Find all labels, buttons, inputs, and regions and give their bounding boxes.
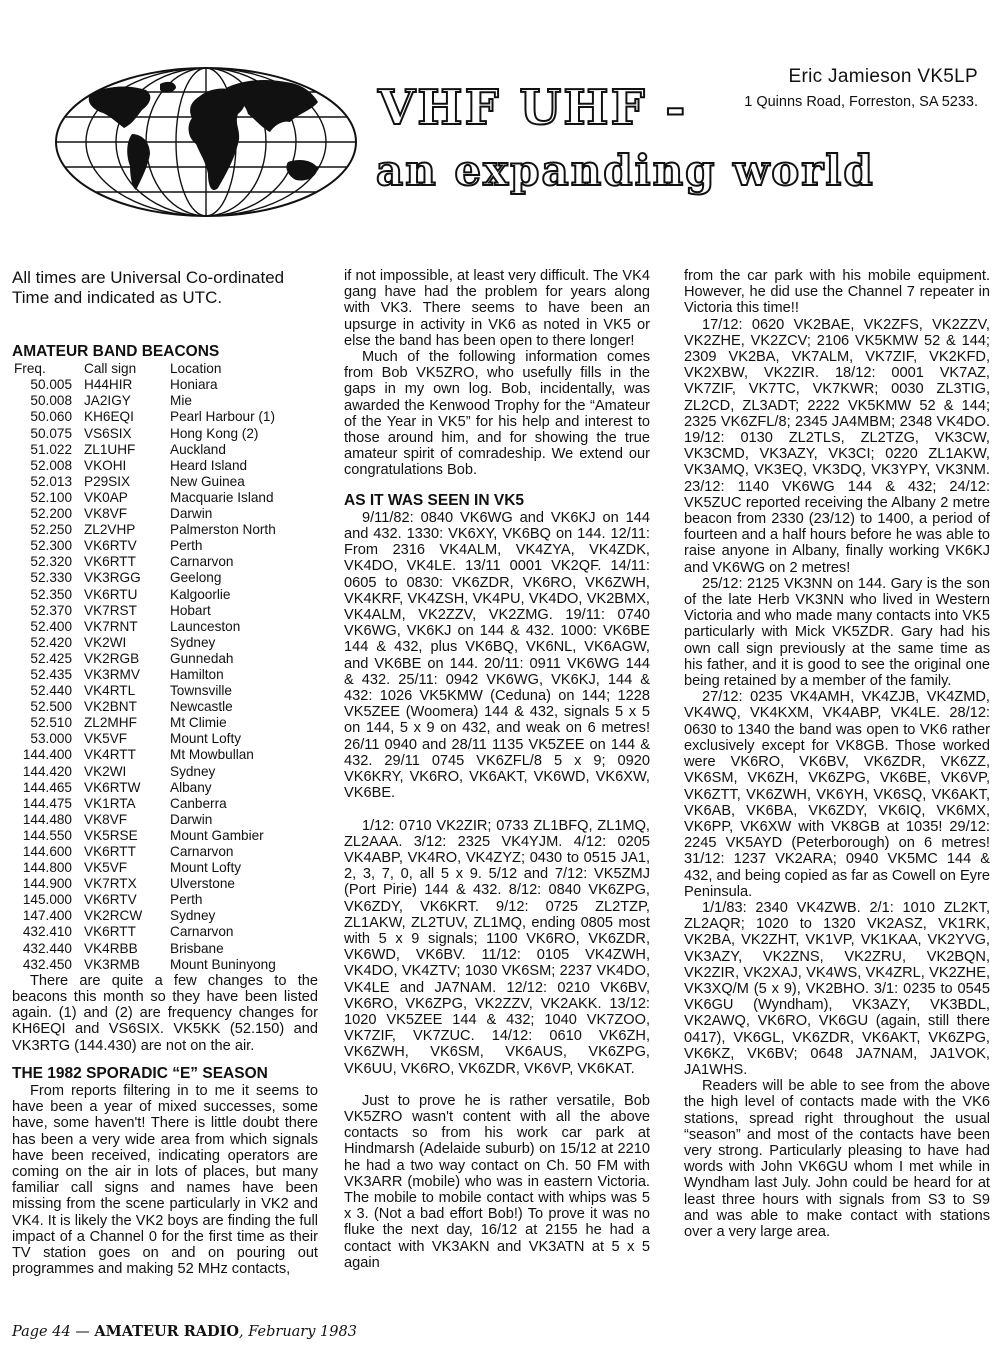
beacon-location: Newcastle xyxy=(170,699,233,715)
beacon-call-sign: P29SIX xyxy=(84,473,131,489)
beacon-frequency: 144.600 xyxy=(22,844,72,860)
table-row xyxy=(12,442,318,458)
beacon-call-sign: VK4RBB xyxy=(84,940,138,956)
beacon-frequency: 52.330 xyxy=(30,570,72,586)
beacon-location: Mount Gambier xyxy=(170,827,264,843)
beacon-location: Carnarvon xyxy=(170,844,234,860)
beacon-location: Perth xyxy=(170,538,203,554)
table-row xyxy=(12,490,318,506)
beacon-call-sign: VK1RTA xyxy=(84,795,136,811)
table-row xyxy=(12,522,318,538)
footer-page: Page 44 — xyxy=(12,1324,95,1340)
beacon-call-sign: VK6RTU xyxy=(84,586,138,602)
beacon-call-sign: VK4RTL xyxy=(84,683,136,699)
table-row xyxy=(12,828,318,844)
col3-paragraph-5: 1/1/83: 2340 VK4ZWB. 2/1: 1010 ZL2KT, ZL2AQR; 1020 to 1320 VK2ASZ, VK1RK, VK2BA, VK2ZHT, VK1VP, VK1KAA, VK2YVG, VK3AZY, VK2ZNS, VK2ZRU, VK2BQN, VK2ZIR, VK2XAJ, VK4WS, VK4ZRL, VK2ZHE, VK3XQ/M (5 x 9), VK2BHO. 3/1: 0235 to 0545 VK6GU (Wyndham), VK3AZY, VK3BDL, VK2AWQ, VK6RO, VK6GU (again, still there 0417), VK6GL, VK6ZDR, VK6AKT, VK6ZPG, VK6KZ, VK6BV; 0648 JA7NAM, JA1VOK, JA1WHS. xyxy=(684,899,990,1078)
beacon-call-sign: KH6EQI xyxy=(84,409,134,425)
beacon-location: Sydney xyxy=(170,908,216,924)
beacon-call-sign: VK6RTW xyxy=(84,779,141,795)
table-row xyxy=(12,780,318,796)
beacon-frequency: 144.800 xyxy=(22,860,72,876)
beacons-note: There are quite a few changes to the beacons this month so they have been listed again. (1) and (2) are frequency changes for KH6EQI and VS6SIX. VK5KK (52.150) and VK3RTG (144.430) are not on the air. xyxy=(12,972,318,1054)
paragraph-gap xyxy=(344,1077,650,1093)
intro-text: All times are Universal Co-ordinated Time and indicated as UTC. xyxy=(12,268,285,307)
beacon-call-sign: VK8VF xyxy=(84,506,128,522)
table-row xyxy=(12,683,318,699)
beacon-call-sign: VK5VF xyxy=(84,860,128,876)
beacon-frequency: 144.900 xyxy=(22,876,72,892)
beacon-frequency: 52.440 xyxy=(30,683,72,699)
author-name: Eric Jamieson VK5LP xyxy=(788,66,978,87)
col2-paragraph-3: 9/11/82: 0840 VK6WG and VK6KJ on 144 and 432. 1330: VK6XY, VK6BQ on 144. 12/11: From 2316 VK4ALM, VK4ZYA, VK4ZDK, VK4DO, VK4LE. 13/11 0001 VK2QF. 14/11: 0605 to 0830: VK6ZDR, VK6RO, VK6ZWH, VK4KRF, VK4ZSH, VK4PU, VK4DO, VK2BMX, VK4ALM, VK2ZZV, VK2ZMG. 19/11: 0740 VK6WG, VK6KJ on 144 & 432. 1000: VK6BE 144 & 432, plus VK6BQ, VK6NL, VK6AGW, and VK6BE on 144. 20/11: 0911 VK6WG 144 & 432. 25/11: 0942 VK6WG, VK6KJ, 144 & 432: 1026 VK5KMW (Ceduna) on 144; 1228 VK5ZEE (Woomera) 144 & 432, signals 5 x 5 on 144, 5 x 9 on 432, and weak on 6 metres! 26/11 0940 and 28/11 1135 VK5ZEE on 144 & 432. 29/11 0745 VK6ZFL/8 5 x 9; 0920 VK6KRY, VK6RO, VK6AKT, VK6WD, VK6XW, VK6BE. xyxy=(344,509,650,802)
beacon-location: Auckland xyxy=(170,441,226,457)
beacon-call-sign: VK3RMV xyxy=(84,666,140,682)
beacon-call-sign: VK7RST xyxy=(84,602,137,618)
table-row xyxy=(12,764,318,780)
beacon-location: Sydney xyxy=(170,763,216,779)
column-header-location: Location xyxy=(170,361,222,377)
beacons-table xyxy=(12,361,318,973)
col2-paragraph-4: 1/12: 0710 VK2ZIR; 0733 ZL1BFQ, ZL1MQ, ZL2AAA. 3/12: 2325 VK4YJM. 4/12: 0205 VK4ABP, VK4RO, VK4ZYZ; 0430 to 0515 JA1, 2, 3, 7, 0, all 5 x 9. 5/12 and 7/12: VK5ZMJ (Port Pirie) 144 & 432. 8/12: 0840 VK6ZPG, VK6ZDY, VK6KRT. 9/12: 0725 ZL2TZP, ZL1AKW, ZL2TUV, ZL1MQ, ending 0805 most with 5 x 9 signals; 1100 VK6RO, VK6ZDR, VK6WD, VK6BV. 11/12: 0105 VK4ZWH, VK4DO, VK4ZTV; 1030 VK6SM; 2237 VK4DO, VK4LE and JA7NAM. 12/12: 0210 VK6BV, VK6RO, VK6ZPG, VK2ZZV, VK2AKK. 13/12: 1020 VK5ZEE 144 & 432; 1040 VK7ZOO, VK7ZIF, VK7ZUC. 14/12: 0610 VK6ZH, VK6ZWH, VK6SM, VK6AUS, VK6ZPG, VK6UU, VK6RO, VK6ZDR, VK6VP, VK6KAT. xyxy=(344,817,650,1077)
beacon-location: Mount Buninyong xyxy=(170,956,276,972)
beacon-frequency: 50.008 xyxy=(30,393,72,409)
beacon-frequency: 52.420 xyxy=(30,634,72,650)
table-row xyxy=(12,957,318,973)
beacon-location: Perth xyxy=(170,892,203,908)
beacon-frequency: 52.320 xyxy=(30,554,72,570)
beacon-frequency: 52.250 xyxy=(30,522,72,538)
sporadic-paragraph: From reports filtering in to me it seems to have been a year of mixed successes, some have, some haven't! There is little doubt there has been a very wide area from which signals have been received, indicating operators are coming on the air in lots of places, but many familiar call signs and names have been missing from the scene particularly in VK2 and VK4. It is likely the VK2 boys are finding the full impact of a Channel 0 for the first time as their TV station goes on and on pouring out programmes and making 52 MHz contacts, xyxy=(12,1082,318,1278)
beacon-frequency: 50.060 xyxy=(30,409,72,425)
beacon-location: Carnarvon xyxy=(170,924,234,940)
table-row xyxy=(12,796,318,812)
title-line-2: an expanding world xyxy=(376,146,875,195)
column-2 xyxy=(344,268,650,1271)
beacon-call-sign: VK7RTX xyxy=(84,876,137,892)
beacon-call-sign: ZL2MHF xyxy=(84,715,137,731)
beacon-call-sign: ZL2VHP xyxy=(84,522,136,538)
beacon-frequency: 53.000 xyxy=(30,731,72,747)
beacon-call-sign: VK2BNT xyxy=(84,699,137,715)
beacon-frequency: 52.200 xyxy=(30,506,72,522)
beacon-location: Kalgoorlie xyxy=(170,586,231,602)
table-row xyxy=(12,908,318,924)
beacon-frequency: 52.425 xyxy=(30,650,72,666)
beacon-frequency: 144.480 xyxy=(22,811,72,827)
beacon-location: Mie xyxy=(170,393,192,409)
table-row xyxy=(12,924,318,940)
beacon-location: Palmerston North xyxy=(170,522,276,538)
col3-paragraph-1: from the car park with his mobile equipment. However, he did use the Channel 7 repeater in Victoria this time!! xyxy=(684,268,990,317)
table-row xyxy=(12,667,318,683)
beacon-frequency: 144.550 xyxy=(22,827,72,843)
col3-paragraph-6: Readers will be able to see from the above the high level of contacts made with the VK6 stations, spread right throughout the usual “season” and most of the contacts have been very strong. Particularly pleasing to have had words with John VK6GU whom I met while in Wyndham last July. John could be heard for at least three hours with signals from S3 to S9 and was able to make contact with stations over a very large area. xyxy=(684,1078,990,1240)
beacon-frequency: 144.420 xyxy=(22,763,72,779)
beacon-frequency: 52.013 xyxy=(30,473,72,489)
beacon-frequency: 432.440 xyxy=(22,940,72,956)
table-row xyxy=(12,393,318,409)
table-row xyxy=(12,506,318,522)
col2-paragraph-5: Just to prove he is rather versatile, Bob VK5ZRO wasn't content with all the above contacts so from his work car park at Hindmarsh (Adelaide suburb) on 15/12 at 2210 he had a two way contact on Ch. 50 FM with VK3ARR (mobile) who was in eastern Victoria. The mobile to mobile contact with whips was 5 x 3. (Not a bad effort Bob!) To prove it was no fluke the next day, 16/12 at 2155 he had a contact with VK3AKN and VK3ATN at 5 x 5 again xyxy=(344,1092,650,1271)
beacons-table-header xyxy=(12,361,318,377)
beacon-frequency: 147.400 xyxy=(22,908,72,924)
table-row xyxy=(12,731,318,747)
world-map-globe-icon xyxy=(50,62,362,222)
author-block xyxy=(744,66,978,110)
beacon-frequency: 52.008 xyxy=(30,457,72,473)
table-row xyxy=(12,474,318,490)
beacon-call-sign: VK2WI xyxy=(84,763,127,779)
beacon-call-sign: VK6RTT xyxy=(84,844,136,860)
beacon-call-sign: VS6SIX xyxy=(84,425,132,441)
beacon-location: Gunnedah xyxy=(170,650,234,666)
column-header-call-sign: Call sign xyxy=(84,361,137,377)
col3-paragraph-3: 25/12: 2125 VK3NN on 144. Gary is the son of the late Herb VK3NN who lived in Western Victoria and who made many contacts into VK5 particularly with Mick VK5ZDR. Gary had his own call sign previously at the same time as his father, and it is good to see the original one being retained by a member of the family. xyxy=(684,575,990,690)
footer-issue: , February 1983 xyxy=(239,1324,357,1340)
beacon-call-sign: VK5RSE xyxy=(84,827,138,843)
beacon-frequency: 52.370 xyxy=(30,602,72,618)
page-header xyxy=(0,0,1000,250)
paragraph-gap xyxy=(344,802,650,818)
table-row xyxy=(12,892,318,908)
beacon-location: Sydney xyxy=(170,634,216,650)
beacon-call-sign: VK2RGB xyxy=(84,650,140,666)
beacon-location: Mount Lofty xyxy=(170,860,242,876)
table-row xyxy=(12,747,318,763)
beacon-location: Honiara xyxy=(170,377,218,393)
beacon-call-sign: JA2IGY xyxy=(84,393,131,409)
beacons-heading: AMATEUR BAND BEACONS xyxy=(12,343,220,360)
beacon-frequency: 432.410 xyxy=(22,924,72,940)
table-row xyxy=(12,587,318,603)
page-footer xyxy=(12,1323,357,1340)
beacon-location: Mount Lofty xyxy=(170,731,242,747)
beacon-frequency: 144.475 xyxy=(22,795,72,811)
table-row xyxy=(12,377,318,393)
beacon-location: Mt Mowbullan xyxy=(170,747,254,763)
author-address: 1 Quinns Road, Forreston, SA 5233. xyxy=(744,94,978,110)
table-row xyxy=(12,699,318,715)
beacon-frequency: 52.400 xyxy=(30,618,72,634)
beacon-location: Townsville xyxy=(170,683,232,699)
table-row xyxy=(12,619,318,635)
table-row xyxy=(12,860,318,876)
beacon-location: Carnarvon xyxy=(170,554,234,570)
title-line-1: VHF UHF - xyxy=(378,80,688,136)
beacon-call-sign: ZL1UHF xyxy=(84,441,136,457)
table-row xyxy=(12,812,318,828)
beacon-location: Geelong xyxy=(170,570,222,586)
beacon-location: Canberra xyxy=(170,795,227,811)
beacon-call-sign: VK6RTV xyxy=(84,892,137,908)
beacon-location: Ulverstone xyxy=(170,876,235,892)
beacon-location: New Guinea xyxy=(170,473,245,489)
beacon-call-sign: VK5VF xyxy=(84,731,128,747)
col2-paragraph-2: Much of the following information comes from Bob VK5ZRO, who usefully fills in the gaps in my own log. Bob, incidentally, was awarded the Kenwood Trophy for the “Amateur of the Year in VK5” for his help and interest to those around him, and for showing the true amateur spirit of comradeship. We extend our congratulations Bob. xyxy=(344,349,650,479)
beacon-location: Brisbane xyxy=(170,940,224,956)
sporadic-heading: THE 1982 SPORADIC “E” SEASON xyxy=(12,1064,268,1082)
table-row xyxy=(12,570,318,586)
table-row xyxy=(12,635,318,651)
column-1 xyxy=(12,268,318,1277)
table-row xyxy=(12,554,318,570)
beacon-call-sign: VK6RTV xyxy=(84,538,137,554)
beacon-frequency: 50.005 xyxy=(30,377,72,393)
beacon-call-sign: VK6RTT xyxy=(84,554,136,570)
beacon-location: Pearl Harbour (1) xyxy=(170,409,276,425)
beacon-frequency: 52.500 xyxy=(30,699,72,715)
beacon-location: Darwin xyxy=(170,811,213,827)
column-3 xyxy=(684,268,990,1240)
beacon-location: Hamilton xyxy=(170,666,224,682)
beacon-location: Macquarie Island xyxy=(170,489,274,505)
beacon-call-sign: VK2RCW xyxy=(84,908,143,924)
table-row xyxy=(12,409,318,425)
beacon-frequency: 145.000 xyxy=(22,892,72,908)
table-row xyxy=(12,538,318,554)
beacon-location: Hong Kong (2) xyxy=(170,425,259,441)
column-header-freq: Freq. xyxy=(14,361,46,377)
table-row xyxy=(12,715,318,731)
beacon-call-sign: VK3RGG xyxy=(84,570,141,586)
table-row xyxy=(12,941,318,957)
beacon-location: Heard Island xyxy=(170,457,248,473)
beacon-location: Launceston xyxy=(170,618,241,634)
beacon-location: Hobart xyxy=(170,602,211,618)
col2-paragraph-1: if not impossible, at least very difficult. The VK4 gang have had the problem for years along with VK3. There seems to have been an upsurge in activity in VK6 as noted in VK5 or else the band has been open to there longer! xyxy=(344,268,650,349)
table-row xyxy=(12,651,318,667)
beacons-table-body xyxy=(12,377,318,972)
beacon-call-sign: VK8VF xyxy=(84,811,128,827)
table-row xyxy=(12,458,318,474)
beacon-call-sign: VK0AP xyxy=(84,489,128,505)
beacon-frequency: 52.300 xyxy=(30,538,72,554)
beacon-frequency: 51.022 xyxy=(30,441,72,457)
beacon-call-sign: VK7RNT xyxy=(84,618,138,634)
beacon-frequency: 144.465 xyxy=(22,779,72,795)
beacon-frequency: 52.435 xyxy=(30,666,72,682)
beacon-call-sign: VKOHI xyxy=(84,457,127,473)
beacon-frequency: 144.400 xyxy=(22,747,72,763)
beacon-location: Albany xyxy=(170,779,212,795)
table-row xyxy=(12,603,318,619)
beacon-location: Darwin xyxy=(170,506,213,522)
col3-paragraph-2: 17/12: 0620 VK2BAE, VK2ZFS, VK2ZZV, VK2ZHE, VK2ZCV; 2106 VK5KMW 52 & 144; 2309 VK2BA, VK7ALM, VK7ZIF, VK2KFD, VK2XBW, VK2ZIR. 18/12: 0001 VK7AZ, VK7ZIF, VK7TC, VK7KWR; 0030 ZL3TIG, ZL2CD, ZL3ADT; 2222 VK5KMW 52 & 144; 2325 VK6ZFL/8; 2345 JA4MBM; 2348 VK4DO. 19/12: 0130 ZL2TLS, ZL2TZG, VK3CW, VK3CMD, VK3AZY, VK3CI; 0220 ZL1AKW, VK3AMQ, VK3EQ, VK3DQ, VK3YPY, VK3NM. 23/12: 1140 VK6WG 144 & 432; 24/12: VK5ZUC reported receiving the Albany 2 metre beacon from 2330 (23/12) to 1400, a period of fourteen and a half hours before he was able to raise anyone in Albany, finally working VK6KJ and VK6WG on 2 metres! xyxy=(684,316,990,576)
beacon-frequency: 52.350 xyxy=(30,586,72,602)
table-row xyxy=(12,426,318,442)
footer-magazine: AMATEUR RADIO xyxy=(94,1323,240,1340)
beacon-frequency: 52.510 xyxy=(30,715,72,731)
beacon-call-sign: VK2WI xyxy=(84,634,127,650)
beacon-call-sign: VK3RMB xyxy=(84,956,140,972)
table-row xyxy=(12,876,318,892)
beacon-frequency: 432.450 xyxy=(22,956,72,972)
beacon-frequency: 52.100 xyxy=(30,489,72,505)
vk5-heading: AS IT WAS SEEN IN VK5 xyxy=(344,491,525,509)
beacon-call-sign: VK6RTT xyxy=(84,924,136,940)
beacon-call-sign: H44HIR xyxy=(84,377,133,393)
table-row xyxy=(12,844,318,860)
beacon-call-sign: VK4RTT xyxy=(84,747,136,763)
col3-paragraph-4: 27/12: 0235 VK4AMH, VK4ZJB, VK4ZMD, VK4WQ, VK4KXM, VK4ABP, VK4LE. 28/12: 0630 to 1340 the band was open to VK6 rather exclusively except for VK8GB. Those worked were VK6RO, VK6BV, VK6ZDR, VK6ZZ, VK6SM, VK6ZH, VK6ZPG, VK6BE, VK6VP, VK6ZTT, VK6ZWH, VK6YH, VK6SQ, VK6AKT, VK6AB, VK6BA, VK6ZDY, VK6IQ, VK6MX, VK6PP, VK6XW with VK8GB at 1035! 29/12: 2245 VK5AYD (Peterborough) on 6 metres! 31/12: 1237 VK2ARA; 0940 VK5MC 144 & 432, and being copied as far as Cowell on Eyre Peninsula. xyxy=(684,689,990,900)
beacon-location: Mt Climie xyxy=(170,715,227,731)
beacon-frequency: 50.075 xyxy=(30,425,72,441)
